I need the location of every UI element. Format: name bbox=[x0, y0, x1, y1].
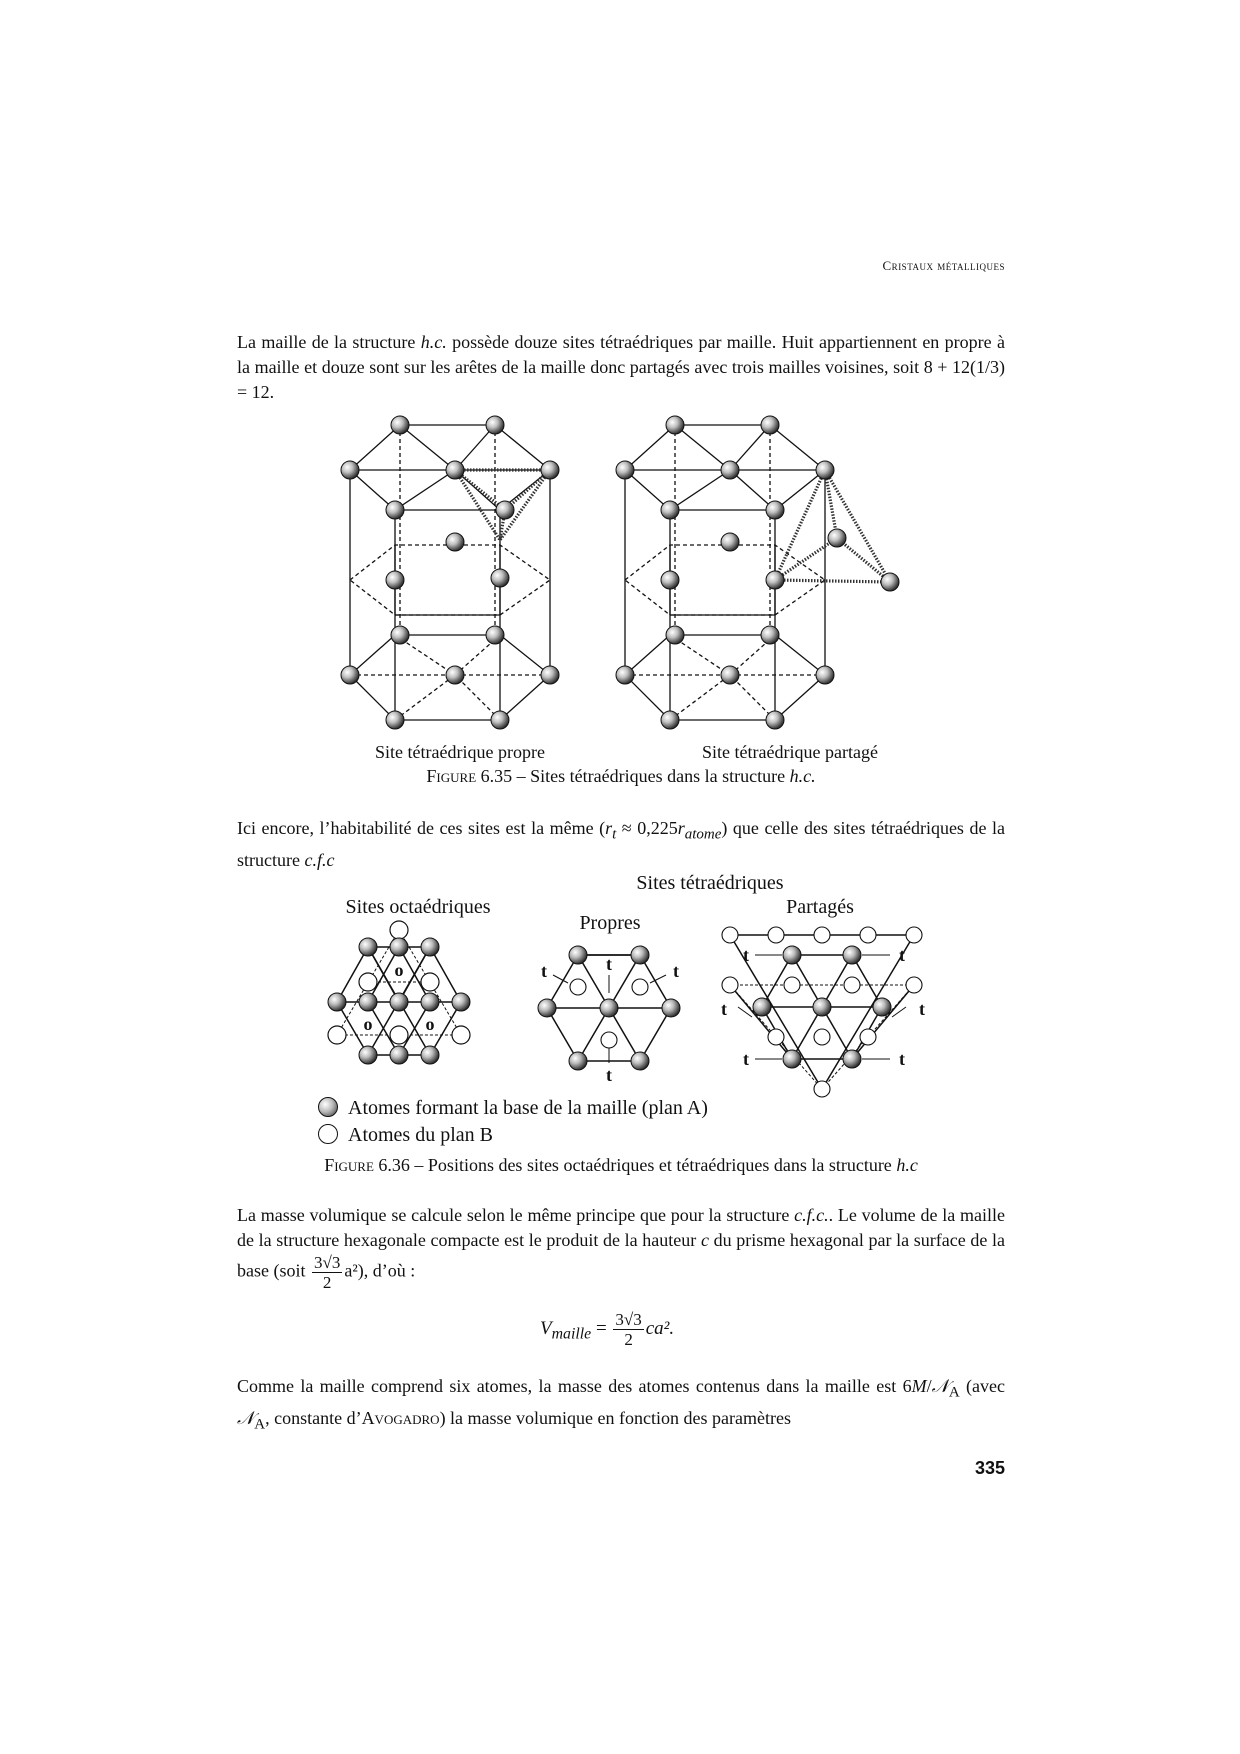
title-propres: Propres bbox=[579, 912, 641, 934]
site-t-partage-2: t bbox=[899, 945, 905, 965]
paragraph-1: La maille de la structure h.c. possède douze sites tétraédriques par maille. Huit appartiennent en propre à la maille et douze sont sur les arêtes de la maille donc partagés avec trois mailles voisines, soit 8 + 12(1/3) = 12. bbox=[237, 332, 1005, 402]
tetra-partages-diagram bbox=[720, 925, 940, 1100]
site-t-partage-1: t bbox=[743, 945, 749, 965]
site-t-partage-4: t bbox=[919, 999, 925, 1019]
tetra-propres-diagram bbox=[530, 945, 690, 1085]
paragraph-2: Ici encore, l’habitabilité de ces sites est la même $(r_t \approx 0,225r_{atome})$ que celle des sites tétraédriques de la structure c.f.c bbox=[237, 818, 1005, 870]
figure35-caption: Figure 6.35 – Sites tétraédriques dans la structure h.c. bbox=[426, 766, 816, 786]
paragraph-4: Comme la maille comprend six atomes, la masse des atomes contenus dans la maille est 6M/𝒩$_A$ (avec 𝒩$_A$, constante d’Avogadro) la masse volumique en fonction des paramètres bbox=[237, 1376, 1005, 1433]
site-t-propre-1: t bbox=[541, 961, 547, 981]
site-t-propre-2: t bbox=[606, 954, 612, 974]
site-t-propre-3: t bbox=[673, 961, 679, 981]
figure35-label-right: Site tétraédrique partagé bbox=[702, 742, 878, 762]
site-t-partage-5: t bbox=[743, 1049, 749, 1069]
figure36-caption: Figure 6.36 – Positions des sites octaédriques et tétraédriques dans la structure h.c bbox=[324, 1155, 918, 1175]
hc-prism-figure-right bbox=[605, 410, 925, 740]
site-t-partage-3: t bbox=[721, 999, 727, 1019]
octahedral-sites-diagram bbox=[328, 925, 478, 1065]
site-o-1: o bbox=[394, 960, 404, 980]
figure35-label-left: Site tétraédrique propre bbox=[375, 742, 545, 762]
site-t-partage-6: t bbox=[899, 1049, 905, 1069]
site-o-2: o bbox=[363, 1014, 373, 1034]
title-octa: Sites octaédriques bbox=[345, 896, 491, 918]
page-number: 335 bbox=[974, 1458, 1005, 1478]
running-header: Cristaux métalliques bbox=[882, 258, 1005, 273]
title-partages: Partagés bbox=[786, 896, 854, 918]
paragraph-3: La masse volumique se calcule selon le même principe que pour la structure c.f.c.. Le volume de la maille de la structure hexagonale compacte est le produit de la hauteur c du prisme hexagonal par la surface de la base (soit $\frac{3√3}{2}$ a²), d’où : bbox=[237, 1205, 1006, 1292]
title-tetra: Sites tétraédriques bbox=[636, 872, 784, 894]
site-t-propre-4: t bbox=[606, 1065, 612, 1085]
filled-atom-icon bbox=[318, 1097, 338, 1117]
legend-open: Atomes du plan B bbox=[318, 1124, 493, 1147]
volume-formula: $V_{maille}$ = $\frac{3√3}{2}$ ca². bbox=[540, 1310, 675, 1349]
hc-prism-figure-left bbox=[330, 410, 590, 740]
site-o-3: o bbox=[425, 1014, 435, 1034]
legend-filled: Atomes formant la base de la maille (plan A) bbox=[318, 1097, 708, 1120]
fraction: $\frac{3√3}{2}$ bbox=[313, 1253, 341, 1292]
open-atom-icon bbox=[318, 1124, 338, 1144]
